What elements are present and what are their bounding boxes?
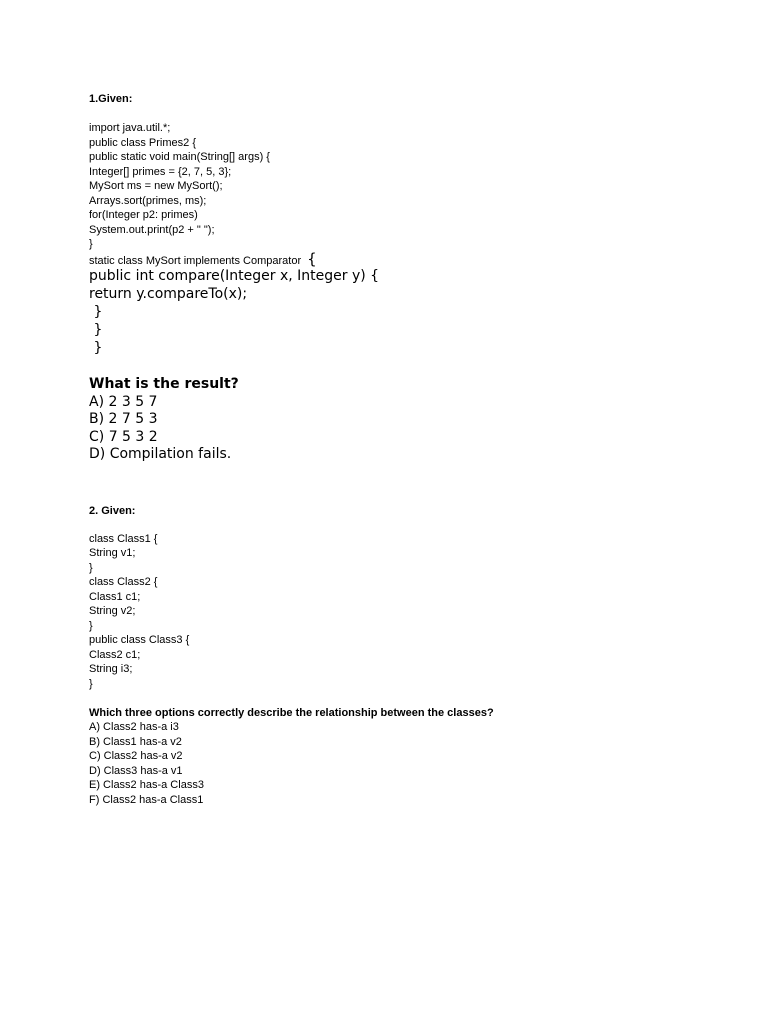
q1-code-large-line: public int compare(Integer x, Integer y) { [89, 268, 380, 284]
q2-option: A) Class2 has-a i3 [89, 721, 179, 733]
q1-code-line: Integer[] primes = {2, 7, 5, 3}; [89, 166, 232, 178]
q2-option: E) Class2 has-a Class3 [89, 779, 204, 791]
q2-code-line: String v1; [89, 547, 136, 559]
q2-code-line: class Class1 { [89, 533, 158, 545]
q1-code-line: MySort ms = new MySort(); [89, 180, 223, 192]
q2-option: C) Class2 has-a v2 [89, 750, 183, 762]
q1-code-line: public static void main(String[] args) { [89, 151, 270, 163]
q1-code-line: Arrays.sort(primes, ms); [89, 195, 207, 207]
q2-option: B) Class1 has-a v2 [89, 736, 182, 748]
q2-code-line: Class1 c1; [89, 591, 141, 603]
q2-code-line: Class2 c1; [89, 649, 141, 661]
q1-code-line: import java.util.*; [89, 122, 171, 134]
q2-question: Which three options correctly describe the relationship between the classes? [89, 707, 494, 719]
q1-code-large-line: return y.compareTo(x); [89, 286, 248, 302]
q1-option: C) 7 5 3 2 [89, 429, 158, 445]
q1-code-line: for(Integer p2: primes) [89, 209, 198, 221]
q2-option: D) Class3 has-a v1 [89, 765, 183, 777]
q1-question: What is the result? [89, 376, 239, 392]
q2-code-line: } [89, 620, 93, 632]
q2-heading: 2. Given: [89, 505, 136, 517]
q1-code-large-line: } [89, 304, 103, 320]
q1-heading: 1.Given: [89, 93, 133, 105]
q1-option: B) 2 7 5 3 [89, 411, 158, 427]
q2-code-line: } [89, 562, 93, 574]
q2-code-line: class Class2 { [89, 576, 158, 588]
q1-option: A) 2 3 5 7 [89, 394, 158, 410]
q1-option: D) Compilation fails. [89, 446, 232, 462]
q1-code-large-line: } [89, 340, 103, 356]
q2-option: F) Class2 has-a Class1 [89, 794, 204, 806]
q1-code-large-line: } [89, 322, 103, 338]
q2-code-line: String i3; [89, 663, 133, 675]
q2-code-line: } [89, 678, 93, 690]
q1-code-line: System.out.print(p2 + " "); [89, 224, 215, 236]
q2-code-line: String v2; [89, 605, 136, 617]
q1-code-line: } [89, 238, 93, 250]
q2-code-line: public class Class3 { [89, 634, 190, 646]
q1-code-line: public class Primes2 { [89, 137, 196, 149]
q1-static-class-text: static class MySort implements Comparator [89, 255, 302, 267]
q1-static-class-line [89, 252, 317, 268]
q1-static-class-brace: { [307, 250, 317, 268]
